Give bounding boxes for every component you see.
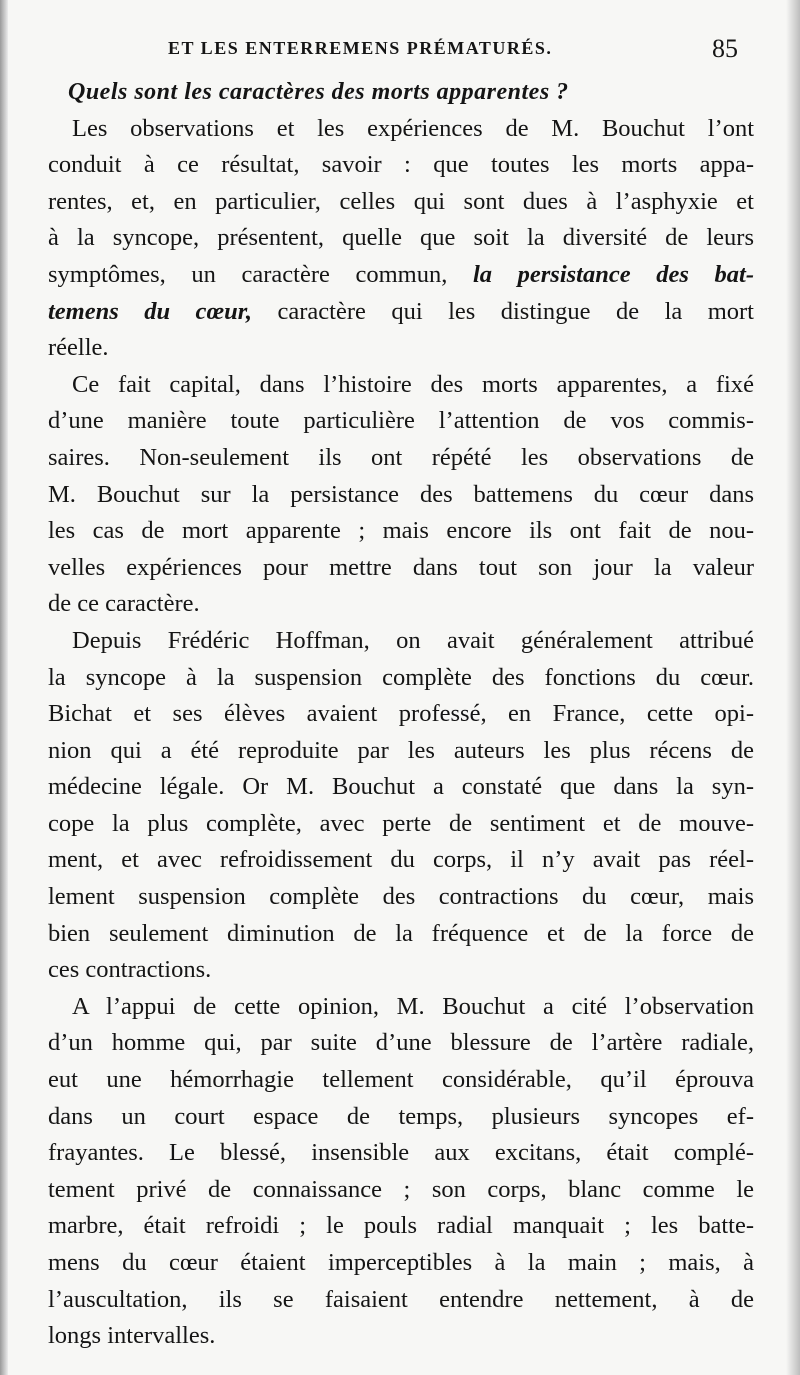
text-line: nion qui a été reproduite par les auteurs les plus récens de xyxy=(48,736,754,764)
text-line: dans un court espace de temps, plusieurs syncopes ef- xyxy=(48,1102,754,1130)
text-line: tement privé de connaissance ; son corps, blanc comme le xyxy=(48,1175,754,1203)
page-number: 85 xyxy=(712,34,738,63)
text-line: longs intervalles. xyxy=(48,1322,216,1350)
italic-emphasis: la persistance des bat- xyxy=(472,260,754,288)
text-line: Depuis Frédéric Hoffman, on avait généralement attribué xyxy=(72,626,754,654)
text-line: saires. Non-seulement ils ont répété les observations de xyxy=(48,443,754,471)
text-line: Bichat et ses élèves avaient professé, en France, cette opi- xyxy=(48,700,754,728)
paragraphs xyxy=(48,111,754,1355)
text-line: velles expériences pour mettre dans tout son jour la valeur xyxy=(48,553,754,581)
text-line: mens du cœur étaient imperceptibles à la main ; mais, à xyxy=(48,1249,754,1276)
text-line: M. Bouchut sur la persistance des battemens du cœur dans xyxy=(48,480,754,508)
paragraph xyxy=(48,623,754,989)
text-line: Ce fait capital, dans l’histoire des morts apparentes, a fixé xyxy=(72,370,754,398)
text-line: les cas de mort apparente ; mais encore ils ont fait de nou- xyxy=(48,517,754,545)
paragraph xyxy=(48,111,754,367)
text-line: d’une manière toute particulière l’attention de vos commis- xyxy=(48,407,754,435)
text-line: frayantes. Le blessé, insensible aux excitans, était complé- xyxy=(48,1139,754,1167)
text-line: lement suspension complète des contractions du cœur, mais xyxy=(48,883,754,911)
italic-emphasis: temens du cœur, xyxy=(48,297,253,325)
line-text: symptômes, un caractère commun, xyxy=(48,260,473,288)
text-line: réelle. xyxy=(48,334,109,362)
paragraph xyxy=(48,367,754,623)
text-line: ces contractions. xyxy=(48,956,212,984)
running-head: ET LES ENTERREMENS PRÉMATURÉS. xyxy=(168,38,553,58)
body-text xyxy=(48,74,754,1355)
text-line: la syncope à la suspension complète des fonctions du cœur. xyxy=(48,663,754,691)
text-line: marbre, était refroidi ; le pouls radial manquait ; les batte- xyxy=(48,1212,754,1240)
text-line xyxy=(48,257,754,294)
text-line xyxy=(48,294,754,331)
text-line: l’auscultation, ils se faisaient entendre nettement, à de xyxy=(48,1285,754,1313)
text-line: conduit à ce résultat, savoir : que toutes les morts appa- xyxy=(48,151,754,179)
text-line: d’un homme qui, par suite d’une blessure de l’artère radiale, xyxy=(48,1029,754,1057)
paragraph xyxy=(48,989,754,1355)
text-line: bien seulement diminution de la fréquence et de la force de xyxy=(48,919,754,947)
text-line: rentes, et, en particulier, celles qui sont dues à l’asphyxie et xyxy=(48,187,754,215)
text-line: Les observations et les expériences de M. Bouchut l’ont xyxy=(72,114,754,142)
text-line: de ce caractère. xyxy=(48,590,200,618)
page-header xyxy=(48,30,748,70)
text-line: A l’appui de cette opinion, M. Bouchut a cité l’observation xyxy=(72,992,754,1020)
text-line: cope la plus complète, avec perte de sentiment et de mouve- xyxy=(48,809,754,837)
text-line: ment, et avec refroidissement du corps, il n’y avait pas réel- xyxy=(48,846,754,874)
section-question: Quels sont les caractères des morts apparentes ? xyxy=(68,79,569,105)
text-line: à la syncope, présentent, quelle que soit la diversité de leurs xyxy=(48,224,754,252)
text-line: médecine légale. Or M. Bouchut a constaté que dans la syn- xyxy=(48,773,754,801)
line-text: caractère qui les distingue de la mort xyxy=(252,297,754,325)
text-line: eut une hémorrhagie tellement considérable, qu’il éprouva xyxy=(48,1066,754,1094)
